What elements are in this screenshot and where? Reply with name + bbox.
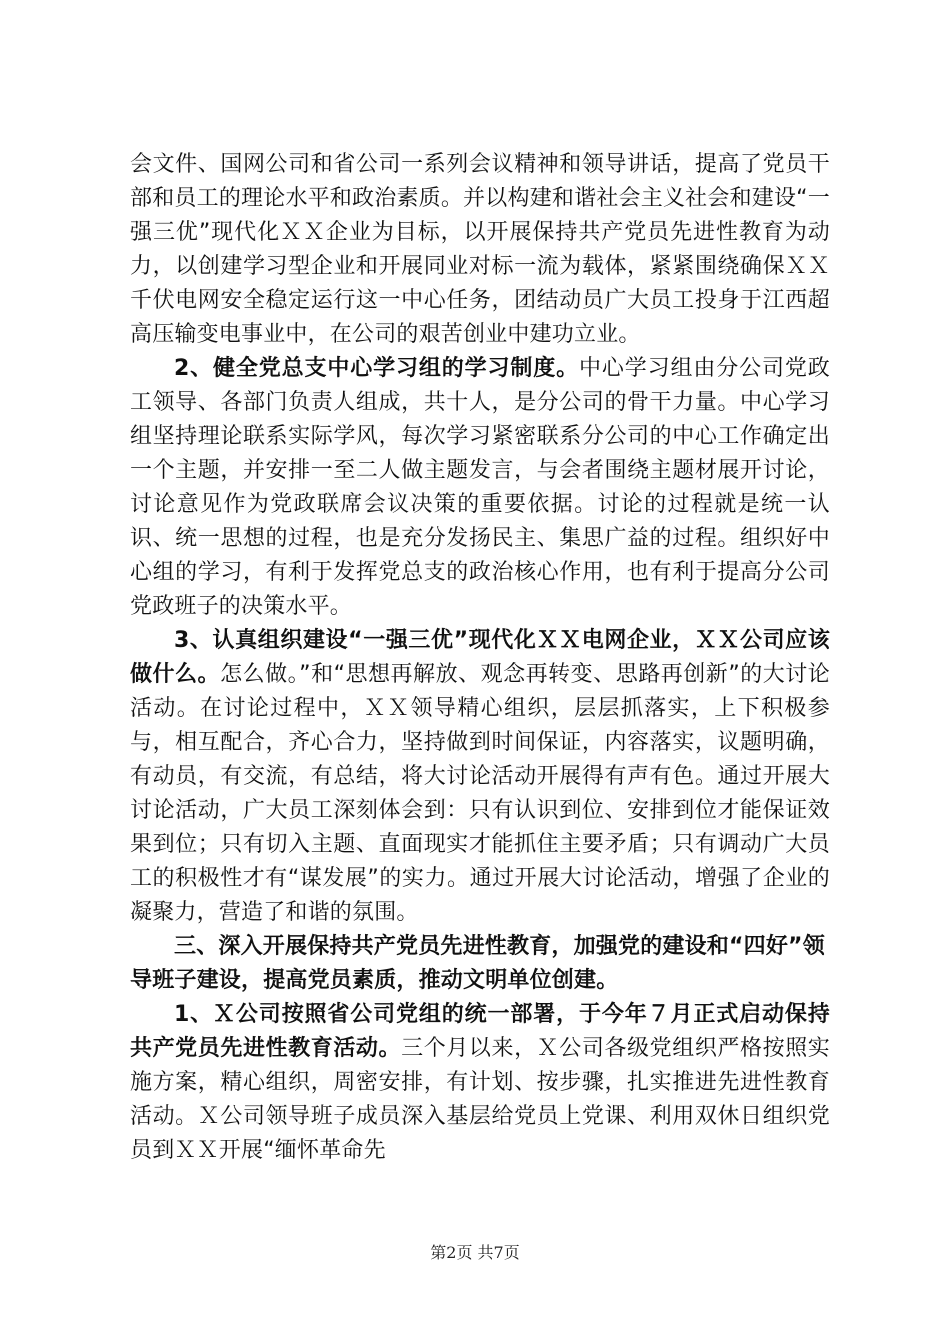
- paragraph-2-lead: 2、健全党总支中心学习组的学习制度。: [174, 356, 580, 381]
- paragraph-4: [130, 998, 830, 1168]
- page-number: 第2页 共7页: [430, 1243, 520, 1262]
- paragraph-3-text: 怎么做。”和“思想再解放、观念再转变、思路再创新”的大讨论活动。在讨论过程中，ＸＸ领导精心组织，层层抓落实，上下积极参与，相互配合，齐心合力，坚持做到时间保证，内容落实，议题明确，有动员，有交流，有总结，将大讨论活动开展得有声有色。通过开展大讨论活动，广大员工深刻体会到：只有认识到位、安排到位才能保证效果到位；只有切入主题、直面现实才能抓住主要矛盾；只有调动广大员工的积极性才有“谋发展”的实力。通过开展大讨论活动，增强了企业的凝聚力，营造了和谐的氛围。: [130, 662, 830, 925]
- section-heading: 三、深入开展保持共产党员先进性教育，加强党的建设和“四好”领导班子建设，提高党员素质，推动文明单位创建。: [130, 934, 825, 993]
- page-footer: [0, 1240, 950, 1263]
- paragraph-1: [130, 148, 830, 352]
- document-body: [130, 148, 830, 1168]
- paragraph-3: [130, 624, 830, 930]
- paragraph-2-text: 中心学习组由分公司党政工领导、各部门负责人组成，共十人，是分公司的骨干力量。中心学习组坚持理论联系实际学风，每次学习紧密联系分公司的中心工作确定出一个主题，并安排一至二人做主题发言，与会者围绕主题材展开讨论，讨论意见作为党政联席会议决策的重要依据。讨论的过程就是统一认识、统一思想的过程，也是充分发扬民主、集思广益的过程。组织好中心组的学习，有利于发挥党总支的政治核心作用，也有利于提高分公司党政班子的决策水平。: [130, 356, 830, 619]
- paragraph-2: [130, 352, 830, 624]
- paragraph-4-lead: 1、Ｘ公司按照省公司党组的统一部署，于今年７月正式启动保持共产党员先进性教育活动。: [130, 1002, 830, 1061]
- paragraph-1-text: 会文件、国网公司和省公司一系列会议精神和领导讲话，提高了党员干部和员工的理论水平和政治素质。并以构建和谐社会主义社会和建设“一强三优”现代化ＸＸ企业为目标，以开展保持共产党员先进性教育为动力，以创建学习型企业和开展同业对标一流为载体，紧紧围绕确保ＸＸ千伏电网安全稳定运行这一中心任务，团结动员广大员工投身于江西超高压输变电事业中，在公司的艰苦创业中建功立业。: [130, 152, 830, 347]
- paragraph-3-lead: 3、认真组织建设“一强三优”现代化ＸＸ电网企业，ＸＸ公司应该做什么。: [130, 628, 830, 687]
- paragraph-4-text: 三个月以来，Ｘ公司各级党组织严格按照实施方案，精心组织，周密安排，有计划、按步骤，扎实推进先进性教育活动。Ｘ公司领导班子成员深入基层给党员上党课、利用双休日组织党员到ＸＸ开展“缅怀革命先: [130, 1036, 830, 1163]
